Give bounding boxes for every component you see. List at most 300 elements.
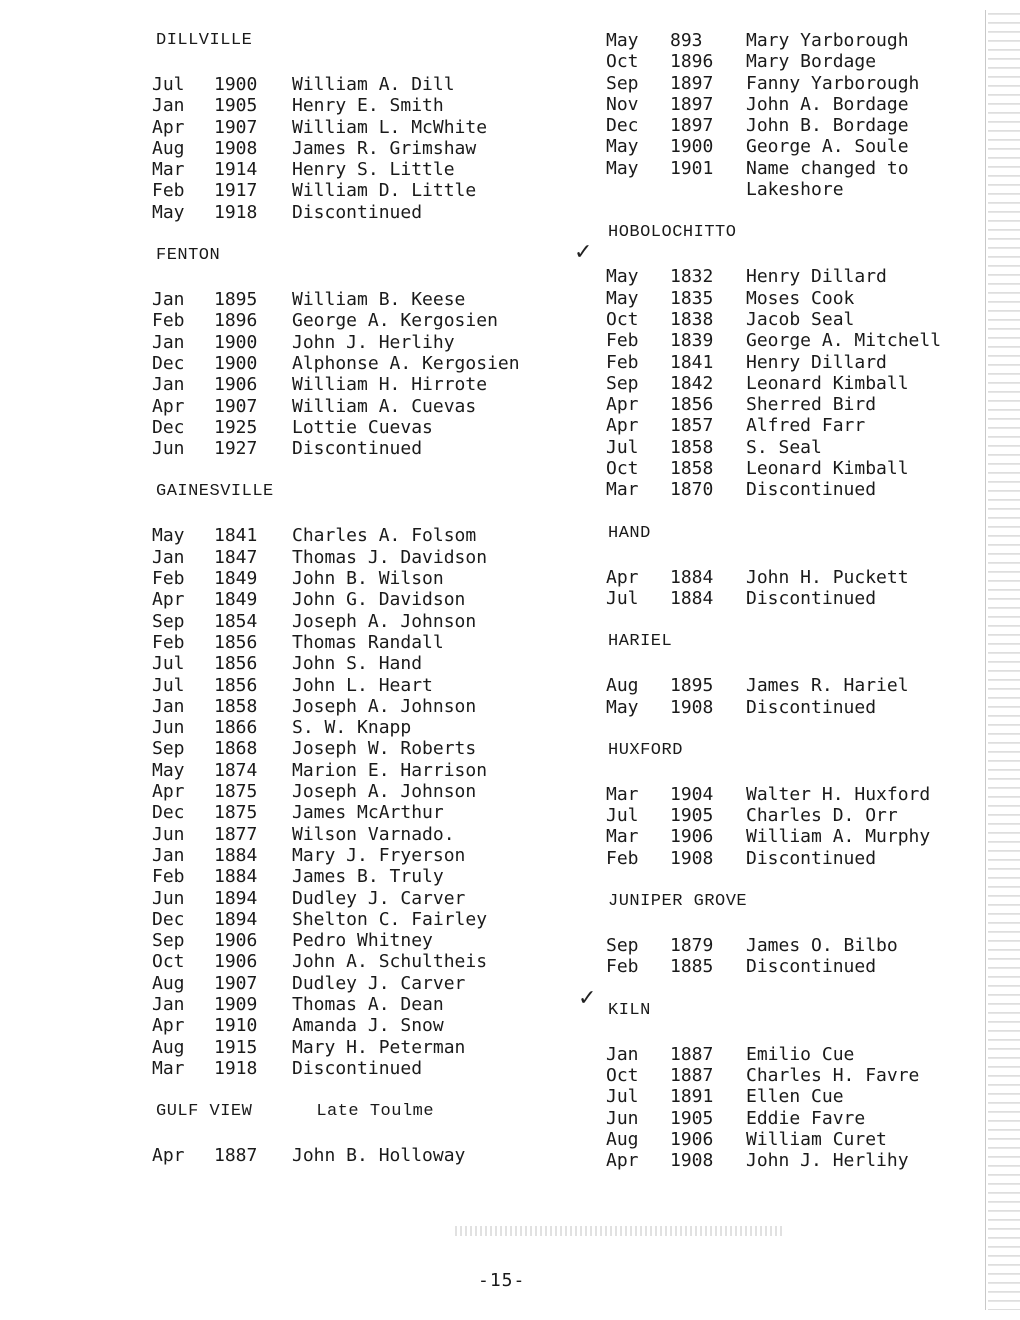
entry-year: 1908 bbox=[214, 137, 258, 159]
entry-name: Joseph A. Johnson bbox=[292, 695, 477, 717]
entry-name: James B. Truly bbox=[292, 866, 444, 888]
postmaster-row bbox=[152, 289, 572, 310]
section-title bbox=[156, 1101, 572, 1123]
entry-year: 1897 bbox=[670, 72, 714, 94]
entry-year: 1841 bbox=[214, 525, 258, 547]
entry-year: 1885 bbox=[670, 956, 714, 978]
postmaster-row bbox=[152, 973, 572, 994]
postmaster-row bbox=[152, 653, 572, 674]
entry-year: 1854 bbox=[214, 610, 258, 632]
postmaster-row bbox=[606, 458, 986, 479]
entry-month: Feb bbox=[152, 631, 185, 653]
postmaster-row bbox=[606, 935, 986, 956]
postmaster-row bbox=[152, 95, 572, 116]
postmaster-row bbox=[152, 417, 572, 438]
entry-year: 1914 bbox=[214, 159, 258, 181]
postmaster-row bbox=[606, 956, 986, 977]
entry-month: Jan bbox=[152, 331, 185, 353]
postmaster-row bbox=[152, 717, 572, 738]
entry-month: Mar bbox=[606, 479, 639, 501]
postmaster-row bbox=[606, 394, 986, 415]
postmaster-row bbox=[152, 1015, 572, 1036]
entry-month: Nov bbox=[606, 93, 639, 115]
entry-month: Jun bbox=[152, 438, 185, 460]
entry-name: S. Seal bbox=[746, 436, 822, 458]
postmaster-row bbox=[606, 136, 986, 157]
entry-year: 1870 bbox=[670, 479, 714, 501]
postmaster-row bbox=[152, 353, 572, 374]
entry-year: 1927 bbox=[214, 438, 258, 460]
section-title bbox=[156, 481, 572, 503]
entry-month: Feb bbox=[152, 180, 185, 202]
postmaster-list bbox=[606, 30, 986, 200]
postmaster-row bbox=[152, 180, 572, 201]
postmaster-row bbox=[152, 117, 572, 138]
entry-year: 1918 bbox=[214, 1057, 258, 1079]
post-office-section bbox=[152, 481, 572, 1079]
post-office-name: HARIEL bbox=[608, 632, 673, 652]
entry-month: Apr bbox=[152, 781, 185, 803]
entry-month: Sep bbox=[152, 610, 185, 632]
entry-name: William L. McWhite bbox=[292, 116, 488, 138]
entry-name: Thomas J. Davidson bbox=[292, 546, 488, 568]
entry-name: Discontinued bbox=[746, 587, 877, 609]
entry-month: Apr bbox=[606, 566, 639, 588]
postmaster-row bbox=[606, 73, 986, 94]
entry-year: 1900 bbox=[670, 136, 714, 158]
entry-year: 1884 bbox=[670, 587, 714, 609]
entry-year: 1849 bbox=[214, 568, 258, 590]
entry-year: 1904 bbox=[670, 783, 714, 805]
page-number: -15- bbox=[478, 1270, 526, 1291]
postmaster-row bbox=[152, 611, 572, 632]
entry-month: May bbox=[152, 759, 185, 781]
postmaster-list bbox=[152, 289, 572, 459]
postmaster-row bbox=[152, 632, 572, 653]
entry-name: James R. Grimshaw bbox=[292, 137, 477, 159]
entry-year: 1908 bbox=[670, 1150, 714, 1172]
entry-year: 1849 bbox=[214, 589, 258, 611]
entry-year: 1906 bbox=[214, 374, 258, 396]
entry-year: 1856 bbox=[214, 631, 258, 653]
postmaster-row bbox=[606, 30, 986, 51]
postmaster-row bbox=[606, 805, 986, 826]
postmaster-row bbox=[606, 266, 986, 287]
postmaster-row bbox=[152, 138, 572, 159]
checkmark-icon: ✓ bbox=[574, 240, 593, 265]
post-office-section bbox=[606, 523, 986, 610]
entry-month: Sep bbox=[606, 372, 639, 394]
checkmark-icon: ✓ bbox=[578, 986, 597, 1011]
entry-name: Discontinued bbox=[746, 696, 877, 718]
entry-month: May bbox=[606, 136, 639, 158]
entry-name: John J. Herlihy bbox=[746, 1150, 909, 1172]
postmaster-row bbox=[152, 802, 572, 823]
section-title bbox=[608, 891, 986, 913]
postmaster-row bbox=[606, 848, 986, 869]
entry-month: Jan bbox=[152, 993, 185, 1015]
postmaster-row bbox=[152, 824, 572, 845]
entry-name: John S. Hand bbox=[292, 653, 423, 675]
entry-month: Feb bbox=[606, 847, 639, 869]
postmaster-row bbox=[152, 760, 572, 781]
postmaster-row bbox=[152, 675, 572, 696]
entry-month: Jun bbox=[152, 887, 185, 909]
faded-stamp-smudge bbox=[455, 1226, 785, 1236]
section-title bbox=[156, 245, 572, 267]
post-office-name: FENTON bbox=[156, 246, 221, 266]
entry-month: Jul bbox=[152, 674, 185, 696]
entry-month: May bbox=[606, 696, 639, 718]
postmaster-row bbox=[606, 158, 986, 179]
entry-year: 1856 bbox=[670, 394, 714, 416]
postmaster-row bbox=[606, 115, 986, 136]
entry-name: Dudley J. Carver bbox=[292, 972, 466, 994]
entry-year: 1917 bbox=[214, 180, 258, 202]
postmaster-row bbox=[606, 437, 986, 458]
entry-year: 1884 bbox=[214, 844, 258, 866]
entry-name: James O. Bilbo bbox=[746, 935, 898, 957]
entry-month: Sep bbox=[606, 72, 639, 94]
postmaster-row bbox=[606, 309, 986, 330]
postmaster-row bbox=[152, 568, 572, 589]
entry-month: Apr bbox=[152, 116, 185, 138]
entry-month: Dec bbox=[152, 352, 185, 374]
entry-month: May bbox=[606, 30, 639, 51]
entry-name: James McArthur bbox=[292, 802, 444, 824]
entry-month: Oct bbox=[606, 51, 639, 73]
postmaster-row bbox=[152, 909, 572, 930]
entry-month: Aug bbox=[152, 1036, 185, 1058]
entry-name: Amanda J. Snow bbox=[292, 1015, 444, 1037]
entry-month: Apr bbox=[606, 1150, 639, 1172]
entry-name: Walter H. Huxford bbox=[746, 783, 931, 805]
postmaster-row bbox=[152, 74, 572, 95]
entry-month: Feb bbox=[152, 310, 185, 332]
postmaster-list bbox=[152, 1145, 572, 1166]
entry-name: Name changed to bbox=[746, 157, 909, 179]
entry-month: Sep bbox=[152, 738, 185, 760]
post-office-name: HUXFORD bbox=[608, 740, 683, 760]
postmaster-row bbox=[152, 738, 572, 759]
entry-name: Eddie Favre bbox=[746, 1107, 866, 1129]
entry-name: Discontinued bbox=[292, 1057, 423, 1079]
entry-month: Mar bbox=[606, 783, 639, 805]
entry-month: Mar bbox=[606, 826, 639, 848]
entry-name: Henry Dillard bbox=[746, 351, 887, 373]
entry-year: 1909 bbox=[214, 993, 258, 1015]
entry-month: Feb bbox=[152, 568, 185, 590]
postmaster-row bbox=[606, 697, 986, 718]
postmaster-row bbox=[152, 994, 572, 1015]
entry-month: Oct bbox=[606, 308, 639, 330]
postmaster-row bbox=[152, 888, 572, 909]
entry-name: Discontinued bbox=[746, 956, 877, 978]
entry-year: 1841 bbox=[670, 351, 714, 373]
entry-year: 1877 bbox=[214, 823, 258, 845]
postmaster-row bbox=[152, 332, 572, 353]
entry-year: 1905 bbox=[670, 1107, 714, 1129]
entry-year: 1856 bbox=[214, 653, 258, 675]
postmaster-row bbox=[606, 1108, 986, 1129]
postmaster-list bbox=[606, 675, 986, 718]
entry-year: 1905 bbox=[670, 805, 714, 827]
entry-month: Mar bbox=[152, 1057, 185, 1079]
entry-name: Alphonse A. Kergosien bbox=[292, 352, 520, 374]
entry-year: 1896 bbox=[670, 51, 714, 73]
entry-name: Lakeshore bbox=[746, 179, 844, 201]
postmaster-row bbox=[152, 438, 572, 459]
entry-name: John A. Bordage bbox=[746, 93, 909, 115]
entry-name: George A. Kergosien bbox=[292, 310, 498, 332]
entry-month: Jul bbox=[152, 653, 185, 675]
entry-year: 1894 bbox=[214, 887, 258, 909]
post-office-section bbox=[606, 1000, 986, 1172]
post-office-section bbox=[606, 30, 986, 200]
postmaster-row bbox=[152, 589, 572, 610]
postmaster-row bbox=[606, 1129, 986, 1150]
postmaster-row bbox=[606, 94, 986, 115]
entry-year: 1918 bbox=[214, 201, 258, 223]
postmaster-row bbox=[606, 675, 986, 696]
postmaster-row bbox=[606, 352, 986, 373]
entry-month: Aug bbox=[606, 675, 639, 697]
entry-name: Henry S. Little bbox=[292, 159, 455, 181]
entry-name: S. W. Knapp bbox=[292, 717, 412, 739]
post-office-name: GAINESVILLE bbox=[156, 482, 274, 502]
entry-name: Henry E. Smith bbox=[292, 95, 444, 117]
entry-month: Apr bbox=[152, 395, 185, 417]
postmaster-row bbox=[606, 373, 986, 394]
entry-year: 1874 bbox=[214, 759, 258, 781]
entry-name: Dudley J. Carver bbox=[292, 887, 466, 909]
entry-year: 1895 bbox=[670, 675, 714, 697]
entry-month: Jan bbox=[152, 695, 185, 717]
postmaster-list bbox=[606, 784, 986, 869]
entry-year: 1897 bbox=[670, 93, 714, 115]
entry-year: 1884 bbox=[214, 866, 258, 888]
entry-month: May bbox=[152, 525, 185, 547]
entry-year: 1832 bbox=[670, 266, 714, 288]
entry-month: Feb bbox=[606, 330, 639, 352]
entry-year: 1900 bbox=[214, 352, 258, 374]
entry-year: 1915 bbox=[214, 1036, 258, 1058]
entry-year: 1875 bbox=[214, 802, 258, 824]
entry-year: 1925 bbox=[214, 416, 258, 438]
postmaster-list bbox=[606, 935, 986, 978]
post-office-section bbox=[152, 245, 572, 459]
entry-month: Dec bbox=[152, 416, 185, 438]
postmaster-row bbox=[152, 159, 572, 180]
entry-year: 1868 bbox=[214, 738, 258, 760]
entry-name: Alfred Farr bbox=[746, 415, 866, 437]
postmaster-row bbox=[152, 202, 572, 223]
entry-name: John L. Heart bbox=[292, 674, 433, 696]
entry-year: 1895 bbox=[214, 289, 258, 311]
entry-name: Discontinued bbox=[746, 847, 877, 869]
post-office-name: HAND bbox=[608, 523, 651, 543]
entry-month: Jun bbox=[606, 1107, 639, 1129]
entry-name: Leonard Kimball bbox=[746, 458, 909, 480]
postmaster-row bbox=[152, 1037, 572, 1058]
entry-year: 1858 bbox=[670, 436, 714, 458]
entry-month: Aug bbox=[152, 972, 185, 994]
entry-year: 1908 bbox=[670, 847, 714, 869]
entry-year: 1884 bbox=[670, 566, 714, 588]
entry-month: Jan bbox=[152, 289, 185, 311]
entry-name: Shelton C. Fairley bbox=[292, 908, 488, 930]
section-title bbox=[156, 30, 572, 52]
entry-month: Aug bbox=[606, 1128, 639, 1150]
entry-month: Jul bbox=[606, 1086, 639, 1108]
section-title bbox=[608, 1000, 986, 1022]
entry-name: Leonard Kimball bbox=[746, 372, 909, 394]
entry-year: 1838 bbox=[670, 308, 714, 330]
entry-name: Joseph A. Johnson bbox=[292, 610, 477, 632]
entry-month: Apr bbox=[606, 394, 639, 416]
entry-month: Jan bbox=[152, 844, 185, 866]
entry-name: Mary Bordage bbox=[746, 51, 877, 73]
entry-month: Jun bbox=[152, 717, 185, 739]
post-office-section bbox=[606, 740, 986, 869]
entry-year: 1857 bbox=[670, 415, 714, 437]
entry-year: 1900 bbox=[214, 74, 258, 95]
post-office-name: HOBOLOCHITTO bbox=[608, 223, 737, 243]
entry-year: 1858 bbox=[670, 458, 714, 480]
entry-name: John H. Puckett bbox=[746, 566, 909, 588]
entry-name: Joseph A. Johnson bbox=[292, 781, 477, 803]
entry-year: 1910 bbox=[214, 1015, 258, 1037]
entry-name: Discontinued bbox=[746, 479, 877, 501]
section-title bbox=[608, 740, 986, 762]
entry-year: 1839 bbox=[670, 330, 714, 352]
entry-month: Apr bbox=[152, 589, 185, 611]
entry-month: Feb bbox=[152, 866, 185, 888]
postmaster-row bbox=[606, 1044, 986, 1065]
entry-month: Jul bbox=[606, 587, 639, 609]
postmaster-list bbox=[606, 1044, 986, 1172]
entry-name: Joseph W. Roberts bbox=[292, 738, 477, 760]
left-column bbox=[152, 30, 572, 1188]
entry-month: Jun bbox=[152, 823, 185, 845]
postmaster-row bbox=[152, 374, 572, 395]
postmaster-row bbox=[606, 1150, 986, 1171]
entry-month: Apr bbox=[152, 1145, 185, 1167]
postmaster-row bbox=[606, 1086, 986, 1107]
entry-name: Mary Yarborough bbox=[746, 30, 909, 51]
entry-year: 1847 bbox=[214, 546, 258, 568]
entry-name: Mary H. Peterman bbox=[292, 1036, 466, 1058]
entry-year: 1887 bbox=[214, 1145, 258, 1167]
entry-year: 1879 bbox=[670, 935, 714, 957]
entry-month: Feb bbox=[606, 956, 639, 978]
postmaster-row bbox=[152, 310, 572, 331]
postmaster-row bbox=[152, 396, 572, 417]
entry-name: William A. Cuevas bbox=[292, 395, 477, 417]
postmaster-row bbox=[152, 1145, 572, 1166]
entry-month: Jan bbox=[152, 374, 185, 396]
entry-month: Dec bbox=[152, 908, 185, 930]
postmaster-row bbox=[606, 51, 986, 72]
postmaster-row bbox=[606, 415, 986, 436]
entry-month: May bbox=[606, 266, 639, 288]
entry-name: Wilson Varnado. bbox=[292, 823, 455, 845]
entry-month: Apr bbox=[606, 415, 639, 437]
entry-month: Jan bbox=[152, 546, 185, 568]
postmaster-row bbox=[152, 951, 572, 972]
entry-name: Discontinued bbox=[292, 438, 423, 460]
right-column bbox=[606, 30, 986, 1193]
postmaster-row bbox=[606, 179, 986, 200]
post-office-section bbox=[606, 631, 986, 718]
entry-name: John J. Herlihy bbox=[292, 331, 455, 353]
entry-year: 1907 bbox=[214, 972, 258, 994]
entry-year: 1906 bbox=[214, 951, 258, 973]
post-office-section bbox=[152, 30, 572, 223]
entry-name: William B. Keese bbox=[292, 289, 466, 311]
postmaster-list bbox=[606, 266, 986, 500]
entry-name: Henry Dillard bbox=[746, 266, 887, 288]
post-office-name: DILLVILLE bbox=[156, 31, 253, 50]
entry-name: Sherred Bird bbox=[746, 394, 877, 416]
post-office-section bbox=[606, 222, 986, 500]
entry-year: 1901 bbox=[670, 157, 714, 179]
entry-month: May bbox=[606, 287, 639, 309]
entry-month: May bbox=[152, 201, 185, 223]
postmaster-row bbox=[606, 479, 986, 500]
postmaster-row bbox=[152, 781, 572, 802]
entry-name: Charles D. Orr bbox=[746, 805, 898, 827]
section-title bbox=[608, 631, 986, 653]
entry-year: 1842 bbox=[670, 372, 714, 394]
entry-year: 1907 bbox=[214, 395, 258, 417]
entry-name: William A. Dill bbox=[292, 74, 455, 95]
postmaster-row bbox=[152, 547, 572, 568]
entry-name: George A. Mitchell bbox=[746, 330, 942, 352]
postmaster-row bbox=[606, 1065, 986, 1086]
postmaster-row bbox=[606, 288, 986, 309]
post-office-section bbox=[152, 1101, 572, 1166]
entry-month: Mar bbox=[152, 159, 185, 181]
entry-name: John B. Bordage bbox=[746, 115, 909, 137]
entry-name: Marion E. Harrison bbox=[292, 759, 488, 781]
entry-name: Fanny Yarborough bbox=[746, 72, 920, 94]
post-office-name: KILN bbox=[608, 1000, 651, 1020]
entry-month: Jul bbox=[606, 805, 639, 827]
postmaster-row bbox=[606, 784, 986, 805]
entry-year: 1896 bbox=[214, 310, 258, 332]
entry-month: Oct bbox=[606, 1064, 639, 1086]
entry-year: 1908 bbox=[670, 696, 714, 718]
entry-month: Apr bbox=[152, 1015, 185, 1037]
page-edge-scan-artifact bbox=[988, 10, 1020, 1310]
entry-year: 1906 bbox=[670, 1128, 714, 1150]
entry-year: 1894 bbox=[214, 908, 258, 930]
entry-year: 1906 bbox=[670, 826, 714, 848]
entry-year: 1891 bbox=[670, 1086, 714, 1108]
entry-month: Jul bbox=[606, 436, 639, 458]
post-office-name: JUNIPER GROVE bbox=[608, 892, 748, 912]
entry-year: 1897 bbox=[670, 115, 714, 137]
postmaster-list bbox=[152, 525, 572, 1079]
entry-year: 1835 bbox=[670, 287, 714, 309]
entry-year: 1856 bbox=[214, 674, 258, 696]
entry-year: 1887 bbox=[670, 1064, 714, 1086]
entry-year: 1907 bbox=[214, 116, 258, 138]
entry-name: Thomas A. Dean bbox=[292, 993, 444, 1015]
entry-month: May bbox=[606, 157, 639, 179]
entry-name: Thomas Randall bbox=[292, 631, 444, 653]
